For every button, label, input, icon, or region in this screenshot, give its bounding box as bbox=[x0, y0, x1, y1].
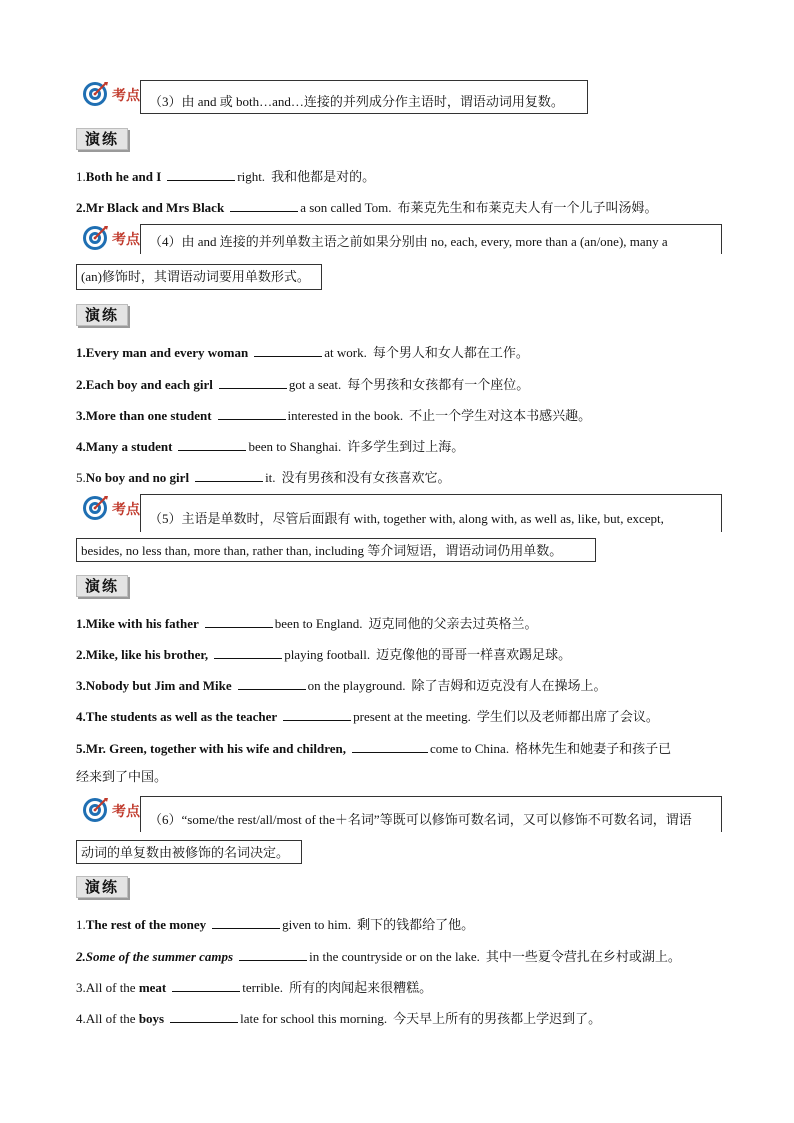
answer-blank[interactable] bbox=[178, 437, 246, 451]
answer-blank[interactable] bbox=[219, 375, 287, 389]
exercise-item: 4.The students as well as the teacher present at the meeting. 学生们以及老师都出席了会议。 bbox=[76, 709, 659, 725]
answer-blank[interactable] bbox=[254, 343, 322, 357]
svg-text:考点: 考点 bbox=[112, 232, 140, 248]
answer-blank[interactable] bbox=[214, 645, 282, 659]
exercise-item: 1.Both he and I right. 我和他都是对的。 bbox=[76, 169, 376, 185]
yanlian-label: 演练 bbox=[76, 876, 128, 898]
answer-blank[interactable] bbox=[230, 198, 298, 212]
exercise-item: 4.Many a student been to Shanghai. 许多学生到过上海。 bbox=[76, 439, 465, 455]
yanlian-label: 演练 bbox=[76, 575, 128, 597]
kaodian-header bbox=[80, 224, 722, 254]
answer-blank[interactable] bbox=[283, 707, 351, 721]
answer-blank[interactable] bbox=[212, 915, 280, 929]
exercise-item: 3.All of the meat terrible. 所有的肉闻起来很糟糕。 bbox=[76, 980, 433, 996]
exercise-item: 4.All of the boys late for school this morning. 今天早上所有的男孩都上学迟到了。 bbox=[76, 1011, 602, 1027]
exercise-item: 2.Mr Black and Mrs Black a son called Tom. 布莱克先生和布莱克夫人有一个儿子叫汤姆。 bbox=[76, 200, 658, 216]
rule-box-continued: besides, no less than, more than, rather than, including 等介词短语，谓语动词仍用单数。 bbox=[76, 538, 596, 562]
target-icon bbox=[80, 80, 142, 108]
answer-blank[interactable] bbox=[170, 1009, 238, 1023]
svg-text:考点: 考点 bbox=[112, 502, 140, 518]
kaodian-header bbox=[80, 796, 722, 832]
yanlian-label: 演练 bbox=[76, 128, 128, 150]
answer-blank[interactable] bbox=[172, 978, 240, 992]
target-icon bbox=[80, 224, 142, 252]
answer-blank[interactable] bbox=[352, 739, 428, 753]
exercise-item: 1.Mike with his father been to England. 迈克同他的父亲去过英格兰。 bbox=[76, 616, 538, 632]
exercise-item: 3.Nobody but Jim and Mike on the playground. 除了吉姆和迈克没有人在操场上。 bbox=[76, 678, 607, 694]
rule-box: （3）由 and 或 both…and…连接的并列成分作主语时，谓语动词用复数。 bbox=[140, 80, 588, 114]
exercise-item: 2.Mike, like his brother, playing football. 迈克像他的哥哥一样喜欢踢足球。 bbox=[76, 647, 572, 663]
answer-blank[interactable] bbox=[239, 947, 307, 961]
exercise-item: 2.Each boy and each girl got a seat. 每个男孩和女孩都有一个座位。 bbox=[76, 377, 530, 393]
exercise-item: 5.No boy and no girl it. 没有男孩和没有女孩喜欢它。 bbox=[76, 470, 451, 486]
answer-blank[interactable] bbox=[238, 676, 306, 690]
kaodian-header bbox=[80, 494, 722, 532]
svg-text:考点: 考点 bbox=[112, 88, 140, 104]
exercise-item: 3.More than one student interested in the book. 不止一个学生对这本书感兴趣。 bbox=[76, 408, 592, 424]
exercise-item: 2.Some of the summer camps in the countryside or on the lake. 其中一些夏令营扎在乡村或湖上。 bbox=[76, 949, 681, 965]
target-icon bbox=[80, 796, 142, 824]
exercise-item: 1.The rest of the money given to him. 剩下的钱都给了他。 bbox=[76, 917, 475, 933]
svg-text:考点: 考点 bbox=[112, 804, 140, 820]
kaodian-header bbox=[80, 80, 590, 114]
exercise-item: 1.Every man and every woman at work. 每个男人和女人都在工作。 bbox=[76, 345, 529, 361]
answer-blank[interactable] bbox=[205, 614, 273, 628]
target-icon bbox=[80, 494, 142, 522]
answer-blank[interactable] bbox=[195, 468, 263, 482]
exercise-item-continued: 经来到了中国。 bbox=[76, 770, 168, 785]
rule-box: （5）主语是单数时，尽管后面跟有 with, together with, along with, as well as, like, but, except, bbox=[140, 494, 722, 532]
rule-box: （4）由 and 连接的并列单数主语之前如果分别由 no, each, every, more than a (an/one), many a bbox=[140, 224, 722, 254]
rule-box-continued: 动词的单复数由被修饰的名词决定。 bbox=[76, 840, 302, 864]
answer-blank[interactable] bbox=[218, 406, 286, 420]
yanlian-label: 演练 bbox=[76, 304, 128, 326]
rule-box: （6）“some/the rest/all/most of the＋名词”等既可以修饰可数名词，又可以修饰不可数名词，谓语 bbox=[140, 796, 722, 832]
exercise-item: 5.Mr. Green, together with his wife and children, come to China. 格林先生和她妻子和孩子已 bbox=[76, 741, 672, 757]
answer-blank[interactable] bbox=[167, 167, 235, 181]
rule-box-continued: (an)修饰时，其谓语动词要用单数形式。 bbox=[76, 264, 322, 290]
